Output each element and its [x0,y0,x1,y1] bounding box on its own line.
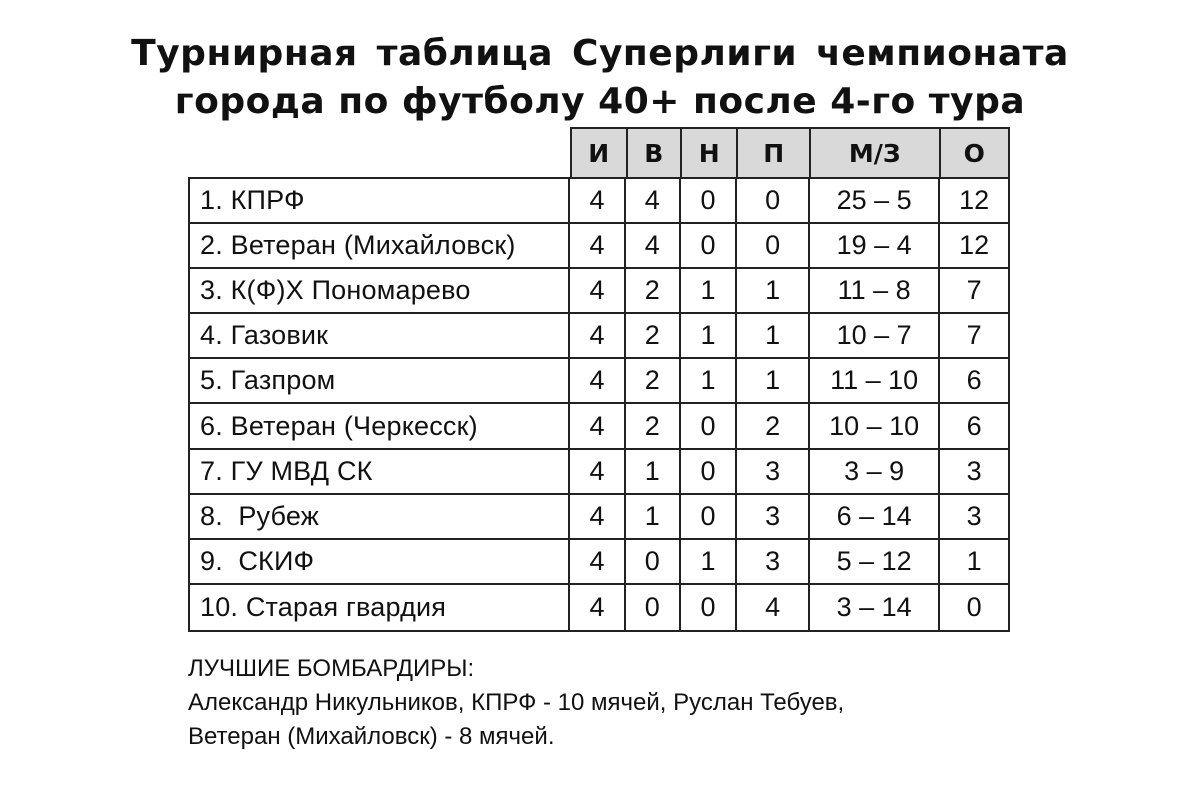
goals-cell: 10 – 7 [810,314,940,357]
table-row [190,314,1008,359]
wins-cell: 2 [626,269,681,312]
draws-cell: 1 [681,540,738,583]
draws-cell: 0 [681,224,738,267]
team-name: 2. Ветеран (Михайловск) [190,224,570,267]
top-scorers-heading: ЛУЧШИЕ БОМБАРДИРЫ: [188,655,475,682]
team-name: 6. Ветеран (Черкесск) [190,404,570,447]
losses-cell: 1 [737,314,810,357]
draws-cell: 0 [681,404,738,447]
table-row [190,540,1008,585]
points-cell: 6 [966,410,982,441]
goals-cell: 19 – 4 [810,224,940,267]
goals-cell: 5 – 12 [810,540,940,583]
goals-cell: 3 – 14 [810,585,940,630]
team-name: 8. Рубеж [190,495,570,538]
team-name: 4. Газовик [190,314,570,357]
goals-cell: 3 – 9 [810,450,940,493]
team-name: 9. СКИФ [190,540,570,583]
table-row [190,269,1008,314]
header-wins: В [628,129,683,177]
points-cell: 12 [959,185,990,216]
games-cell: 4 [570,404,626,447]
games-cell: 4 [570,359,626,402]
table-row [190,495,1008,540]
games-cell: 4 [570,269,626,312]
header-points: О [963,138,985,168]
wins-cell: 4 [626,224,681,267]
losses-cell: 1 [737,269,810,312]
top-scorers-line-1: Александр Никульников, КПРФ - 10 мячей, Руслан Тебуев, [188,689,845,716]
points-cell: 7 [966,275,982,306]
losses-cell: 3 [737,540,810,583]
points-cell: 7 [966,320,982,351]
draws-cell: 1 [681,359,738,402]
games-cell: 4 [570,179,626,222]
draws-cell: 0 [681,450,738,493]
wins-cell: 1 [626,495,681,538]
losses-cell: 4 [737,585,810,630]
team-name: 3. К(Ф)Х Пономарево [190,269,570,312]
top-scorers-line-2: Ветеран (Михайловск) - 8 мячей. [188,723,555,750]
points-cell: 6 [966,365,982,396]
points-cell: 3 [966,455,982,486]
losses-cell: 0 [737,179,810,222]
games-cell: 4 [570,450,626,493]
wins-cell: 2 [626,404,681,447]
goals-cell: 11 – 10 [810,359,940,402]
table-row [190,224,1008,269]
draws-cell: 0 [681,585,738,630]
table-row [190,404,1008,449]
header-losses: П [738,129,810,177]
losses-cell: 3 [737,495,810,538]
wins-cell: 4 [626,179,681,222]
games-cell: 4 [570,540,626,583]
title-line-2: города по футболу 40+ после 4-го тура [174,81,1026,122]
losses-cell: 3 [737,450,810,493]
team-name: 7. ГУ МВД СК [190,450,570,493]
title-line-1: Турнирная таблица Суперлиги чемпионата [131,33,1069,74]
team-name: 5. Газпром [190,359,570,402]
table-header [570,127,1010,179]
wins-cell: 0 [626,585,681,630]
losses-cell: 1 [737,359,810,402]
team-name: 10. Старая гвардия [190,585,570,630]
draws-cell: 1 [681,269,738,312]
table-row [190,450,1008,495]
points-cell: 0 [966,591,982,622]
wins-cell: 2 [626,314,681,357]
wins-cell: 0 [626,540,681,583]
games-cell: 4 [570,585,626,630]
losses-cell: 0 [737,224,810,267]
goals-cell: 25 – 5 [810,179,940,222]
header-goals: М/З [811,129,941,177]
standings-table [188,177,1010,632]
wins-cell: 1 [626,450,681,493]
draws-cell: 0 [681,179,738,222]
goals-cell: 11 – 8 [810,269,940,312]
header-draws: Н [682,129,738,177]
draws-cell: 1 [681,314,738,357]
table-row [190,359,1008,404]
table-row [190,179,1008,224]
wins-cell: 2 [626,359,681,402]
points-cell: 1 [966,545,982,576]
games-cell: 4 [570,314,626,357]
header-games: И [572,129,628,177]
table-row [190,585,1008,630]
top-scorers [188,652,1168,754]
goals-cell: 10 – 10 [810,404,940,447]
games-cell: 4 [570,495,626,538]
draws-cell: 0 [681,495,738,538]
losses-cell: 2 [737,404,810,447]
points-cell: 3 [966,500,982,531]
games-cell: 4 [570,224,626,267]
points-cell: 12 [959,230,990,261]
goals-cell: 6 – 14 [810,495,940,538]
team-name: 1. КПРФ [190,179,570,222]
